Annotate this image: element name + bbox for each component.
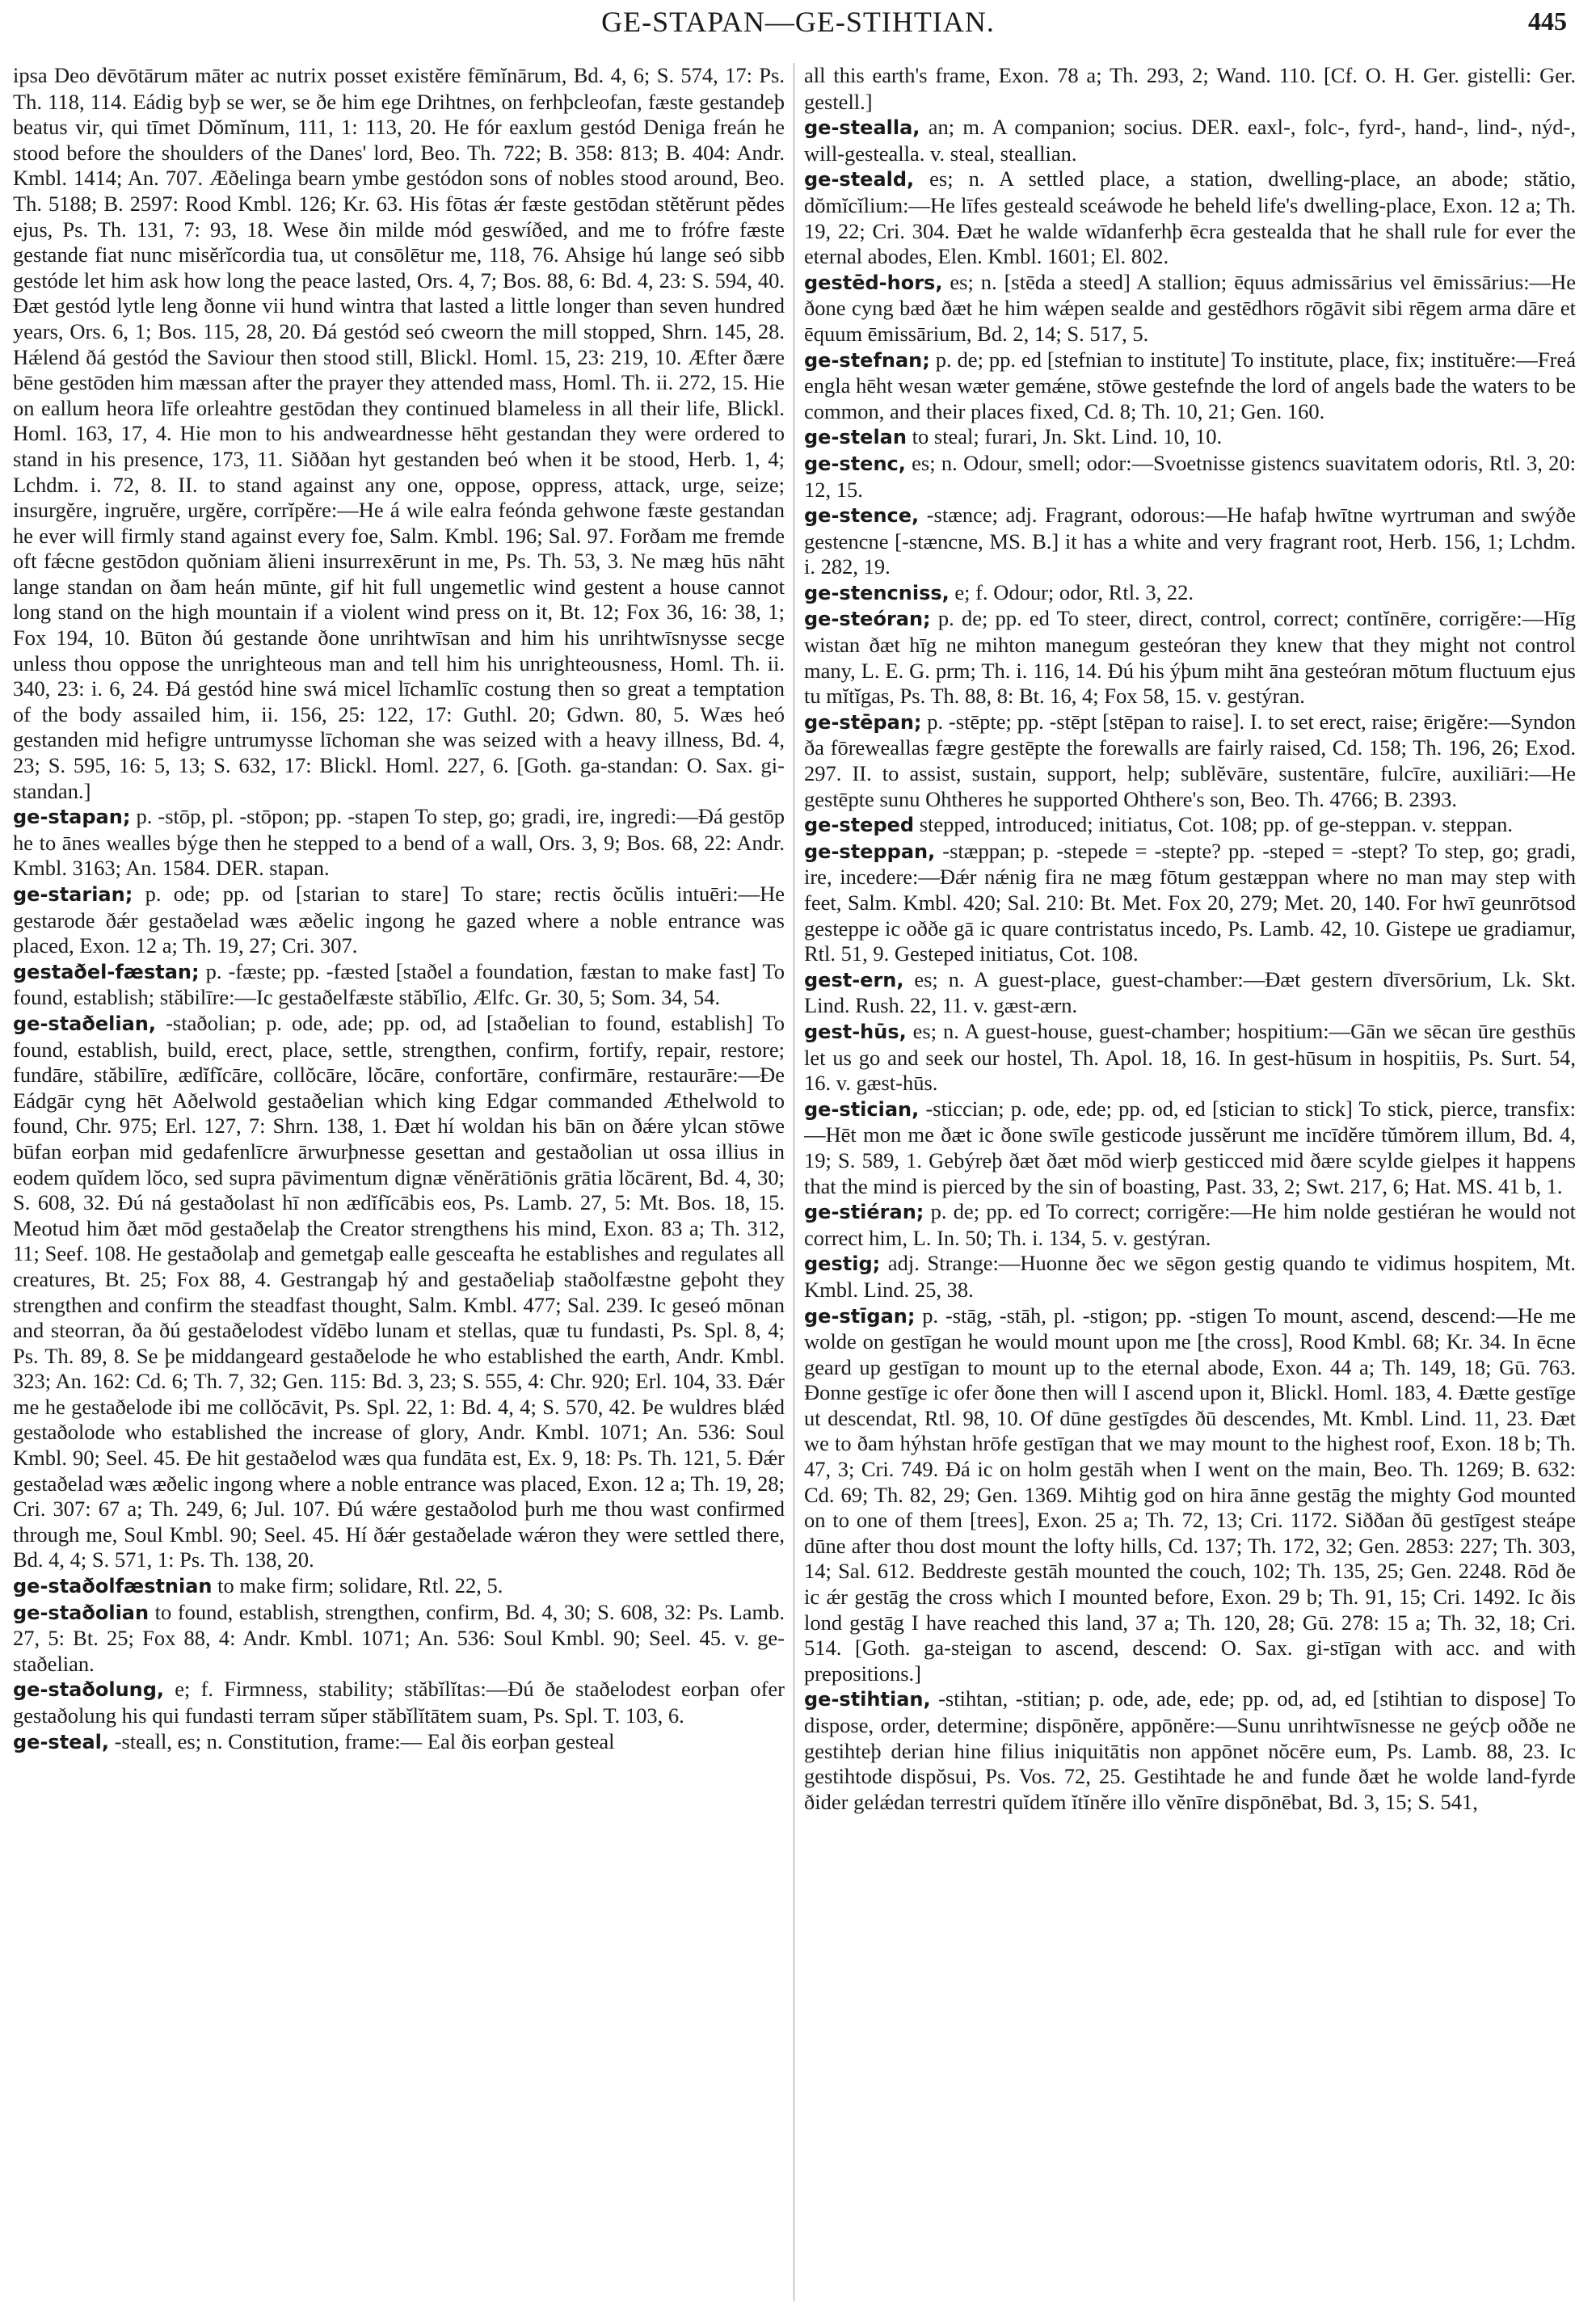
entry-body: to steal; furari, Jn. Skt. Lind. 10, 10. (906, 424, 1223, 449)
dictionary-entry (804, 1303, 1576, 1687)
entry-body: e; f. Odour; odor, Rtl. 3, 22. (949, 579, 1194, 604)
headword: ge-stīgan; (804, 1304, 916, 1328)
entry-body: -sticcian; p. ode, ede; pp. od, ed [stician to stick] To stick, pierce, transfix:—Hēt mon me ðæt ic ðone swīle gesticode jussĕrunt me incīdĕre tŭmŏrem illum, Bd. 4, 19; S. 589, 1. Gebýreþ ðæt ðæt mōd wierþ gesticced mid ðære scylde gielpes it happens that the mind is pierced by the sin of boasting, Past. 33, 2; Swt. 217, 6; Hat. MS. 41 b, 1. (804, 1096, 1576, 1198)
right-column (804, 63, 1576, 2309)
dictionary-entry (804, 709, 1576, 812)
headword: ge-stiéran; (804, 1201, 924, 1224)
entry-body: es; n. Odour, smell; odor:—Svoetnisse gistencs suavitatem odoris, Rtl. 3, 20: 12, 15. (804, 450, 1576, 502)
dictionary-entry (804, 1199, 1576, 1251)
headword: ge-stefnan; (804, 348, 930, 372)
dictionary-entry (804, 967, 1576, 1019)
headword: ge-stenc, (804, 452, 906, 475)
headword: ge-staðolfæstnian (13, 1575, 213, 1598)
headword: ge-staðolian (13, 1601, 149, 1624)
headword: gestig; (804, 1252, 881, 1276)
dictionary-entry (804, 606, 1576, 709)
headword: gestēd-hors, (804, 271, 943, 294)
dictionary-entry (13, 804, 785, 882)
entry-body: p. ode; pp. od [starian to stare] To stare; rectis ŏcŭlis intuēri:—He gestarode ðǽr gestaðelad wæs æðelic ingong he gazed where a noble entrance was placed, Exon. 12 a; Th. 19, 27; Cri. 307. (13, 882, 785, 958)
entry-body: ipsa Deo dēvōtārum māter ac nutrix posset existĕre fēmĭnārum, Bd. 4, 6; S. 574, 17: Ps. Th. 118, 114. Eádig byþ se wer, se ðe him ege Drihtnes, on ferhþcleofan, fæste gestandeþ beatus vir, qui tīmet Dŏmĭnum, 111, 1: 113, 20. He fór eaxlum gestód Deniga freán he stood before the shoulders of the Danes' lord, Beo. Th. 722; B. 358: 813; B. 404: Andr. Kmbl. 1414; An. 707. Æðelinga bearn ymbe gestódon sons of nobles stood around, Beo. Th. 5188; B. 2597: Rood Kmbl. 126; Kr. 63. His fōtas ǽr fæste gestōdan stĕtĕrunt pĕdes ejus, Ps. Th. 131, 7: 93, 18. Wese ðin milde mód geswíðed, and me to frófre fæste gestande fiat nunc misĕrĭcordia tua, ut consōlētur me, 118, 76. Ahsige hú lange seó sibb gestóde let him ask how long the peace lasted, Ors. 4, 7; Bos. 88, 6: Bd. 4, 23: S. 594, 40. Ðæt gestód lytle leng ðonne vii hund wintra that lasted a little longer than seven hundred years, Ors. 6, 1; Bos. 115, 28, 20. Ðá gestód seó cweorn the mill stopped, Shrn. 145, 28. Hǽlend ðá gestód the Saviour then stood still, Blickl. Homl. 15, 23: 219, 10. Æfter ðære bēne gestōden him mæssan after the prayer they attended mass, Homl. Th. ii. 272, 15. Hie on eallum heora līfe orleahtre gestōdan they continued blameless in all their life, Blickl. Homl. 163, 17, 4. Hie mon to his andweardnesse hēht gestandan they were ordered to stand in his presence, 173, 11. Siððan hyt gestanden beó when it be stood, Herb. 1, 4; Lchdm. i. 72, 8. II. to stand against any one, oppose, oppress, attack, urge, seize; insurgĕre, ingruĕre, urgĕre, corrĭpĕre:—He á wile ealra feónda gehwone fæste gestandan he ever will firmly stand against every foe, Salm. Kmbl. 196; Sal. 97. Forðam me fremde oft fǽcne gestōdon quŏniam ălieni insurrexērunt in me, Ps. Th. 53, 3. Ne mæg hūs nāht lange standan on ðam heán mūnte, gif hit full ungemetlic wind gestent a house cannot long stand on the high mountain if a violent wind press on it, Bt. 12; Fox 36, 16: 38, 1; Fox 194, 10. Būton ðú gestande ðone unrihtwīsan and him his unrihtwīsnysse secge unless thou oppose the unrighteous man and tell him his unrighteousness, Homl. Th. ii. 340, 23: i. 6, 24. Ðá gestód hine swá micel līchamlīc costung then so great a temptation of the body assailed him, ii. 156, 25: 122, 17: Guthl. 20; Gdwn. 80, 5. Wæs heó gestanden mid hefigre untrumysse līchoman she was seized with a heavy illness, Bd. 4, 23; S. 595, 16: 5, 13; S. 632, 17: Blickl. Homl. 227, 6. [Goth. ga-standan: O. Sax. gi-standan.] (13, 63, 785, 803)
entry-body: es; n. A guest-house, guest-chamber; hospitium:—Gān we sēcan ūre gesthūs let us go and seek our hostel, Th. Apol. 18, 16. In gest-hūsum in hospitiis, Ps. Surt. 54, 16. v. gæst-hūs. (804, 1018, 1576, 1096)
dictionary-entry (804, 347, 1576, 425)
headword: ge-starian; (13, 883, 133, 906)
headword: ge-staðolung, (13, 1678, 165, 1702)
entry-body: -staðolian; p. ode, ade; pp. od, ad [staðelian to found, establish] To found, establish, build, erect, place, settle, strengthen, confirm, fortify, repair, restore; fundāre, stăbilīre, ædĭfĭcāre, collŏcāre, lŏcāre, confortāre, confirmāre, restaurāre:—Ðe Eádgār cyng hēt Aðelwold gestaðelian which king Edgar commanded Æthelwold to found, Chr. 975; Erl. 127, 7: Shrn. 138, 1. Ðæt hí woldan his bān on ðǽre ylcan stōwe būfan eorþan mid gedafenlīcre ārwurþnesse gesettan and gestaðolian ut ossa illius in eodem quĭdem lŏco, sed supra pāvimentum dignæ vĕnĕrātiōnis grātia lŏcārent, Bd. 4, 30; S. 608, 32. Ðú ná gestaðolast hī non ædĭfĭcābis eos, Ps. Lamb. 27, 5: Mt. Bos. 18, 15. Meotud him ðæt mōd gestaðelaþ the Creator strengthens his mind, Exon. 83 a; Th. 312, 11; Seef. 108. He gestaðolaþ and gemetgaþ ealle gesceafta he establishes and regulates all creatures, Bt. 25; Fox 88, 4. Gestrangaþ hý and gestaðeliaþ staðolfæstne geþoht they strengthen and confirm the steadfast thought, Salm. Kmbl. 477; Sal. 239. Ic geseó mōnan and steorran, ða ðú gestaðelodest vĭdēbo lunam et stellas, quæ tu fundasti, Ps. Spl. 8, 4; Ps. Th. 89, 8. Se þe middangeard gestaðelode he who established the earth, Andr. Kmbl. 323; An. 162: Cd. 6; Th. 7, 32; Gen. 115: Bd. 3, 23; S. 555, 4: Chr. 920; Erl. 104, 33. Ðǽr me he gestaðelode ibi me collŏcāvit, Ps. Spl. 22, 1: Bd. 4, 4; S. 570, 42. Þe wuldres blǽd gestaðolode who established the increase of glory, Andr. Kmbl. 1071; An. 536: Soul Kmbl. 90; Seel. 45. Ðe hit gestaðelod wæs qua fundāta est, Ex. 9, 18: Ps. Th. 121, 5. Ðǽr gestaðelad wæs æðelic ingong where a noble entrance was placed, Exon. 12 a; Th. 19, 28; Cri. 307: 67 a; Th. 249, 6; Jul. 107. Ðú wǽre gestaðolod þurh me thou wast confirmed through me, Soul Kmbl. 90; Seel. 45. Hí ðǽr gestaðelade wǽron they were settled there, Bd. 4, 4; S. 571, 1: Ps. Th. 138, 20. (13, 1010, 785, 1572)
page-number: 445 (1528, 6, 1567, 36)
entry-body: p. de; pp. ed To steer, direct, control, correct; contĭnēre, corrigĕre:—Hīg wistan ðæt hīg ne mihton manegum gesteóran they knew that they might not control many, L. E. G. prm; Th. i. 116, 14. Ðú his ýþum miht āna gesteóran mōtum fluctuum ejus tu mĭtĭgas, Ps. Th. 88, 8: Bt. 16, 4; Fox 58, 15. v. gestýran. (804, 606, 1576, 709)
dictionary-entry (13, 959, 785, 1011)
entry-body: -stæppan; p. -stepede = -stepte? pp. -steped = -stept? To step, go; gradi, ire, incedere:—Ðǽr nǽnig fira ne mæg fōtum gestæppan where no man may step with feet, Salm. Kmbl. 420; Sal. 210: Bt. Met. Fox 20, 279; Met. 20, 140. For hwī geunrōtsod gesteppe ic oððe gā ic quare contristatus incedo, Ps. Lamb. 42, 10. Gistepe ue gradiamur, Rtl. 51, 9. Gesteped initiatus, Cot. 108. (804, 838, 1576, 966)
entry-body: e; f. Firmness, stability; stăbĭlĭtas:—Ðú ðe staðelodest eorþan ofer gestaðolung his qui fundasti terram sŭper stăbĭlĭtātem suam, Ps. Spl. T. 103, 6. (13, 1677, 785, 1728)
headword: ge-steped (804, 814, 915, 837)
entry-body: p. -stōp, pl. -stōpon; pp. -stapen To step, go; gradi, ire, ingredi:—Ðá gestōp he to ānes wealles býge then he stepped to a bend of a wall, Ors. 3, 9; Bos. 68, 22: Andr. Kmbl. 3163; An. 1584. DER. stapan. (13, 804, 785, 881)
headword: ge-steald, (804, 168, 915, 192)
page-header (15, 2, 1581, 42)
dictionary-entry (804, 1686, 1576, 1815)
dictionary-entry (13, 1011, 785, 1573)
entry-body: -steall, es; n. Constitution, frame:— Eal ðis eorþan gesteal (109, 1728, 615, 1753)
dictionary-entry (804, 63, 1576, 115)
entry-body: p. de; pp. ed To correct; corrigĕre:—He him nolde gestiéran he would not correct him, L. In. 50; Th. i. 134, 5. v. gestýran. (804, 1199, 1576, 1250)
dictionary-entry (804, 270, 1576, 347)
dictionary-entry (13, 1600, 785, 1677)
headword: ge-staðelian, (13, 1012, 156, 1035)
running-head: GE-STAPAN—GE-STIHTIAN. (601, 6, 995, 38)
dictionary-entry (13, 63, 785, 804)
headword: ge-stēpan; (804, 710, 922, 734)
dictionary-entry (804, 812, 1576, 839)
dictionary-entry (804, 1251, 1576, 1303)
entry-body: es; n. A settled place, a station, dwelling-place, an abode; stătio, dŏmĭcĭlium:—He līfes gesteald sceáwode he beheld life's dwelling-place, Exon. 12 a; Th. 19, 22; Cri. 304. Ðæt he walde wīdanferhþ ēcra gestealda that he shall rule for ever the eternal abodes, Elen. Kmbl. 1601; El. 802. (804, 166, 1576, 269)
headword: ge-steóran; (804, 608, 931, 631)
dictionary-entry (804, 424, 1576, 451)
headword: ge-steppan, (804, 840, 936, 863)
dictionary-entry (804, 166, 1576, 269)
headword: gest-ern, (804, 968, 904, 991)
headword: ge-stician, (804, 1097, 920, 1121)
dictionary-entry (804, 503, 1576, 580)
headword: ge-stihtian, (804, 1688, 931, 1711)
entry-body: to found, establish, strengthen, confirm, Bd. 4, 30; S. 608, 32: Ps. Lamb. 27, 5: Bt. 25; Fox 88, 4: Andr. Kmbl. 1071; An. 536: Soul Kmbl. 90; Seel. 45. v. ge-staðelian. (13, 1599, 785, 1676)
headword: ge-stelan (804, 426, 907, 449)
dictionary-entry (804, 839, 1576, 967)
entry-body: es; n. A guest-place, guest-chamber:—Ðæt gestern dīversōrium, Lk. Skt. Lind. Rush. 22, 11. v. gæst-ærn. (804, 966, 1576, 1018)
entry-body: p. -fæste; pp. -fæsted [staðel a foundation, fæstan to make fast] To found, establish; stăbilīre:—Ic gestaðelfæste stăbĭlio, Ælfc. Gr. 30, 5; Som. 34, 54. (13, 958, 785, 1010)
dictionary-entry (804, 1097, 1576, 1199)
headword: gest-hūs, (804, 1020, 907, 1043)
headword: ge-stencniss, (804, 581, 950, 604)
dictionary-entry (804, 1019, 1576, 1097)
entry-body: p. -stēpte; pp. -stēpt [stēpan to raise]. I. to set erect, raise; ērigĕre:—Syndon ða fōreweallas fægre gestēpte the forewalls are fairly raised, Cd. 158; Th. 196, 26; Exod. 297. II. to assist, sustain, support, help; sublĕvāre, sustentāre, fulcīre, auxiliāri:—He gestēpte sunu Ohtheres he supported Ohthere's son, Beo. Th. 4766; B. 2393. (804, 709, 1576, 811)
headword: ge-stealla, (804, 116, 920, 140)
dictionary-entry (13, 1729, 785, 1756)
headword: ge-stapan; (13, 806, 131, 829)
dictionary-entry (13, 1573, 785, 1600)
entry-body: es; n. [stēda a steed] A stallion; ēquus admissārius vel ēmissārius:—He ðone cyng bæd ðæt he him wǽpen sealde and gestēdhors rōgāvit sibi rēgem arma dāre et ēquum ēmissārium, Bd. 2, 14; S. 517, 5. (804, 269, 1576, 346)
dictionary-entry (804, 451, 1576, 503)
headword: ge-steal, (13, 1730, 109, 1753)
left-column (13, 63, 785, 2309)
entry-body: adj. Strange:—Huonne ðec we sēgon gestig quando te vidimus hospitem, Mt. Kmbl. Lind. 25, 38. (804, 1251, 1576, 1302)
headword: ge-stence, (804, 504, 920, 528)
dictionary-entry (804, 115, 1576, 166)
entry-body: stepped, introduced; initiatus, Cot. 108; pp. of ge-steppan. v. steppan. (914, 812, 1513, 837)
dictionary-entry (13, 1677, 785, 1728)
dictionary-entry (804, 580, 1576, 607)
entry-body: an; m. A companion; socius. DER. eaxl-, folc-, fyrd-, hand-, lind-, nýd-, will-gestealla. v. steal, steallian. (804, 115, 1576, 166)
entry-body: -stænce; adj. Fragrant, odorous:—He hafaþ hwītne wyrtruman and swýðe gestencne [-stæncne, MS. B.] it has a white and very fragrant root, Herb. 156, 1; Lchdm. i. 282, 19. (804, 503, 1576, 579)
entry-body: p. -stāg, -stāh, pl. -stigon; pp. -stigen To mount, ascend, descend:—He me wolde on gestīgan he would mount upon me [the cross], Rood Kmbl. 68; Kr. 34. In ēcne geard up gestīgan to mount up to the eternal abode, Exon. 44 a; Th. 149, 18; Gū. 763. Ðonne gestīge ic ofer ðone then will I ascend upon it, Blickl. Homl. 183, 4. Ðætte gestīge ut descendat, Rtl. 98, 10. Of dūne gestīgdes ðū descendes, Mt. Kmbl. Lind. 11, 23. Ðæt we to ðam hýhstan hrōfe gestīgan that we may mount to the highest roof, Exon. 18 b; Th. 47, 3; Cri. 749. Ðá ic on holm gestāh when I went on the main, Beo. Th. 1269; B. 632: Cd. 69; Th. 82, 29; Gen. 1369. Mihtig god on hira ānne gestāg the mighty God mounted on to one of them [trees], Exon. 25 a; Th. 72, 13; Cri. 1172. Siððan ðū gestīgest steápe dūne after thou dost mount the lofty hills, Cd. 137; Th. 172, 32; Gen. 2853: 227; Th. 303, 14; Sal. 612. Beddreste gestāh mounted the couch, 102; Th. 135, 25; Gen. 2248. Rōd ðe ic ǽr gestāg the cross which I mounted before, Exon. 29 b; Th. 91, 15; Cri. 1492. Ic ðis lond gestāg I have reached this land, 37 a; Th. 120, 28; Gū. 278: 15 a; Th. 32, 18; Cri. 514. [Goth. ga-steigan to ascend, descend: O. Sax. gi-stīgan with acc. and with prepositions.] (804, 1303, 1576, 1686)
entry-body: -stihtan, -stitian; p. ode, ade, ede; pp. od, ad, ed [stihtian to dispose] To dispose, order, determine; dispōnĕre, appōnĕre:—Sunu unrihtwīsnesse ne geýcþ oððe ne gestihteþ derian hine filius iniquitātis non appōnet nŏcēre eum, Ps. Lamb. 88, 23. Ic gestihtode dispŏsui, Ps. Vos. 72, 25. Gestihtade he and funde ðæt he wolde land-fyrde ðider gelǽdan terrestri quĭdem ĭtĭnĕre illo vĕnīre dispōnēbat, Bd. 3, 15; S. 541, (804, 1686, 1576, 1814)
entry-body: p. de; pp. ed [stefnian to institute] To institute, place, fix; instituĕre:—Freá engla hēht wesan wæter gemǽne, stōwe gestefnde the lord of angels bade the waters to be common, and their places fixed, Cd. 8; Th. 10, 21; Gen. 160. (804, 347, 1576, 423)
dictionary-entry (13, 882, 785, 959)
entry-body: all this earth's frame, Exon. 78 a; Th. 293, 2; Wand. 110. [Cf. O. H. Ger. gistelli: Ger. gestell.] (804, 63, 1576, 114)
headword: gestaðel-fæstan; (13, 960, 200, 983)
entry-body: to make firm; solidare, Rtl. 22, 5. (212, 1573, 503, 1598)
